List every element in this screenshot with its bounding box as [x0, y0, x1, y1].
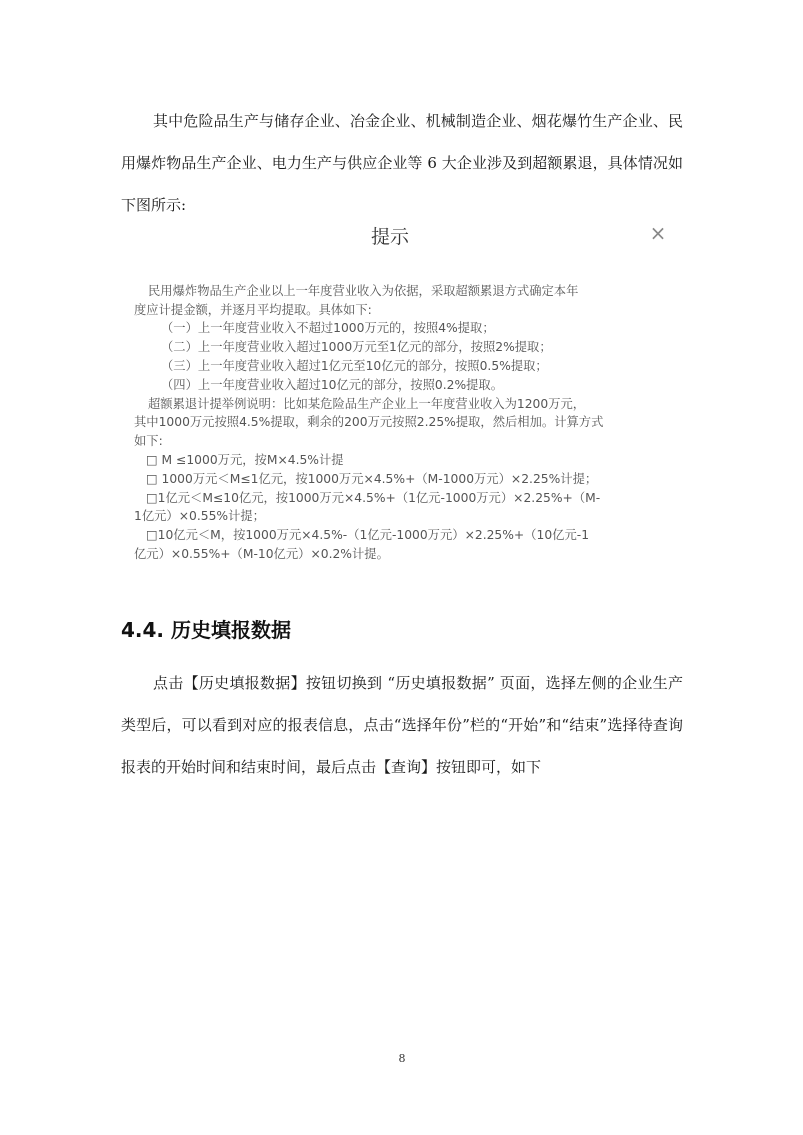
dialog-line: 民用爆炸物品生产企业以上一年度营业收入为依据，采取超额累退方式确定本年	[148, 284, 579, 298]
dialog-line: □ 1000万元＜M≤1亿元，按1000万元×4.5%+（M-1000万元）×2.25%计提；	[146, 472, 598, 486]
section-heading: 4.4. 历史填报数据	[121, 618, 291, 642]
dialog-line: （三）上一年度营业收入超过1亿元至10亿元的部分，按照0.5%提取；	[161, 359, 548, 373]
history-paragraph: 点击【历史填报数据】按钮切换到 “历史填报数据” 页面，选择左侧的企业生产类型后，可以看到对应的报表信息，点击“选择年份”栏的“开始”和“结束”选择待查询报表的开始时间和结束时间，最后点击【查询】按钮即可，如下	[121, 674, 683, 776]
dialog-line: □ M ≤1000万元，按M×4.5%计提	[146, 453, 344, 467]
dialog-line: 度应计提金额，并逐月平均提取。具体如下:	[134, 303, 372, 317]
dialog-line: □10亿元＜M，按1000万元×4.5%-（1亿元-1000万元）×2.25%+（10亿元-1	[146, 528, 590, 542]
dialog-line: 超额累退计提举例说明：比如某危险品生产企业上一年度营业收入为1200万元，	[148, 397, 586, 411]
intro-paragraph: 其中危险品生产与储存企业、冶金企业、机械制造企业、烟花爆竹生产企业、民用爆炸物品生产企业、电力生产与供应企业等 6 大企业涉及到超额累退，具体情况如下图所示:	[121, 112, 683, 214]
page-number: 8	[398, 1052, 406, 1065]
dialog-line: 亿元）×0.55%+（M-10亿元）×0.2%计提。	[134, 547, 389, 561]
dialog-line: 如下:	[134, 434, 163, 448]
dialog-line: □1亿元＜M≤10亿元，按1000万元×4.5%+（1亿元-1000万元）×2.25%+（M-	[146, 491, 601, 505]
dialog-line: 1亿元）×0.55%计提；	[134, 509, 265, 523]
dialog-line: （一）上一年度营业收入不超过1000万元的，按照4%提取；	[161, 321, 495, 335]
dialog-title: 提示	[371, 226, 410, 248]
close-icon[interactable]: ×	[649, 221, 667, 245]
dialog-line: （二）上一年度营业收入超过1000万元至1亿元的部分，按照2%提取；	[161, 340, 552, 354]
dialog-line: （四）上一年度营业收入超过10亿元的部分，按照0.2%提取。	[161, 378, 504, 392]
dialog-line: 其中1000万元按照4.5%提取，剩余的200万元按照2.25%提取，然后相加。计算方式	[134, 415, 604, 429]
